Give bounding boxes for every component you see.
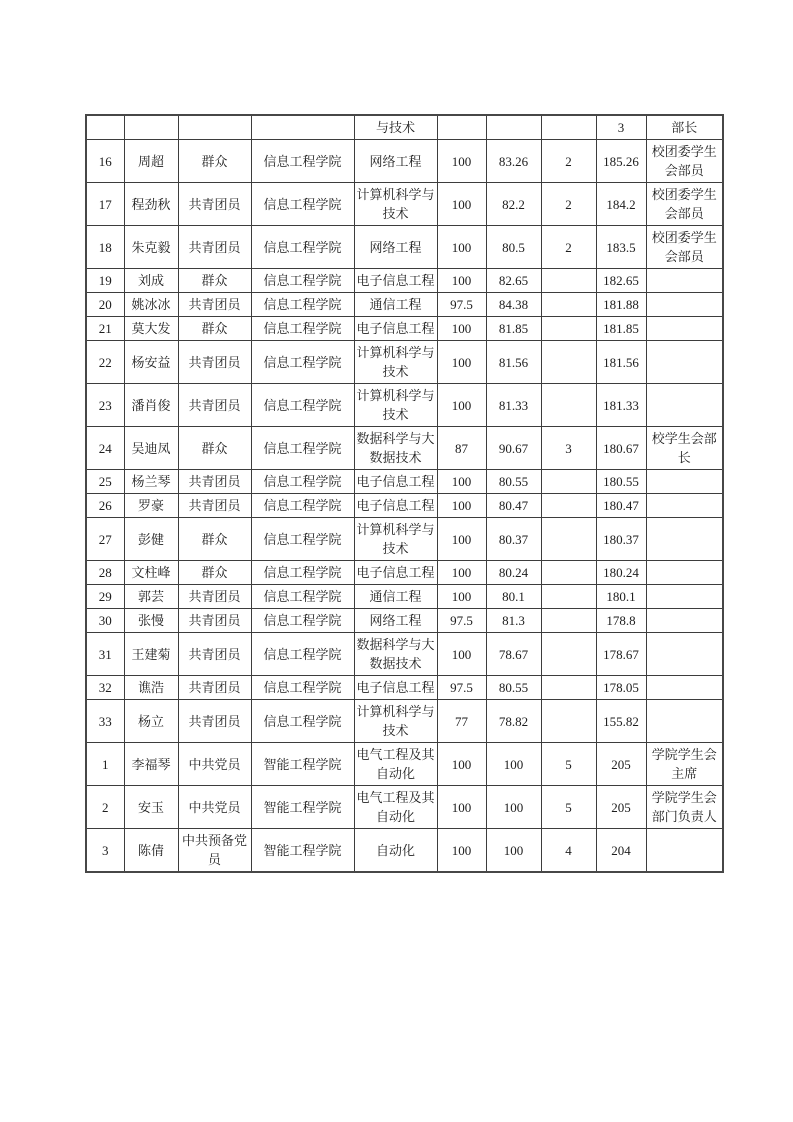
cell-remark: 校学生会部长 <box>646 427 723 470</box>
cell-name: 罗豪 <box>124 494 178 518</box>
cell-college: 信息工程学院 <box>251 518 354 561</box>
table-row <box>86 609 723 633</box>
cell-score2: 82.65 <box>486 269 541 293</box>
cell-bonus <box>541 585 596 609</box>
cell-name: 谯浩 <box>124 676 178 700</box>
cell-name: 王建菊 <box>124 633 178 676</box>
cell-score1: 97.5 <box>437 609 486 633</box>
cell-score2: 80.55 <box>486 470 541 494</box>
cell-score2: 83.26 <box>486 140 541 183</box>
cell-political: 群众 <box>178 140 251 183</box>
cell-score1: 100 <box>437 561 486 585</box>
cell-total: 180.1 <box>596 585 646 609</box>
cell-score2: 100 <box>486 829 541 873</box>
cell-college: 信息工程学院 <box>251 700 354 743</box>
cell-name: 杨兰琴 <box>124 470 178 494</box>
table-row <box>86 384 723 427</box>
cell-college: 信息工程学院 <box>251 561 354 585</box>
cell-score2: 100 <box>486 786 541 829</box>
cell-name: 彭健 <box>124 518 178 561</box>
cell-college <box>251 115 354 140</box>
cell-political: 共青团员 <box>178 585 251 609</box>
cell-num: 23 <box>86 384 124 427</box>
cell-score1: 97.5 <box>437 676 486 700</box>
cell-remark <box>646 518 723 561</box>
cell-num: 29 <box>86 585 124 609</box>
table-row <box>86 676 723 700</box>
cell-score1: 100 <box>437 829 486 873</box>
cell-major: 数据科学与大数据技术 <box>354 427 437 470</box>
cell-score2: 80.5 <box>486 226 541 269</box>
cell-score1: 100 <box>437 183 486 226</box>
cell-score2: 80.55 <box>486 676 541 700</box>
cell-major: 计算机科学与技术 <box>354 183 437 226</box>
table-row <box>86 743 723 786</box>
cell-total: 181.56 <box>596 341 646 384</box>
cell-college: 信息工程学院 <box>251 494 354 518</box>
cell-score1 <box>437 115 486 140</box>
cell-score1: 100 <box>437 140 486 183</box>
cell-bonus: 2 <box>541 226 596 269</box>
cell-name <box>124 115 178 140</box>
cell-score2: 80.24 <box>486 561 541 585</box>
cell-score1: 100 <box>437 470 486 494</box>
cell-college: 信息工程学院 <box>251 427 354 470</box>
cell-name: 朱克毅 <box>124 226 178 269</box>
cell-score1: 100 <box>437 585 486 609</box>
cell-political: 群众 <box>178 427 251 470</box>
cell-score2: 84.38 <box>486 293 541 317</box>
cell-political: 共青团员 <box>178 341 251 384</box>
cell-remark: 学院学生会主席 <box>646 743 723 786</box>
cell-score1: 100 <box>437 743 486 786</box>
cell-score2: 81.33 <box>486 384 541 427</box>
table-row <box>86 427 723 470</box>
cell-num <box>86 115 124 140</box>
cell-major: 通信工程 <box>354 293 437 317</box>
cell-score2: 82.2 <box>486 183 541 226</box>
cell-remark <box>646 341 723 384</box>
cell-remark <box>646 269 723 293</box>
cell-name: 李福琴 <box>124 743 178 786</box>
cell-num: 31 <box>86 633 124 676</box>
cell-bonus <box>541 293 596 317</box>
cell-score1: 77 <box>437 700 486 743</box>
cell-num: 32 <box>86 676 124 700</box>
table-row <box>86 317 723 341</box>
cell-remark <box>646 700 723 743</box>
cell-political: 中共党员 <box>178 786 251 829</box>
cell-score2: 90.67 <box>486 427 541 470</box>
cell-remark: 学院学生会部门负责人 <box>646 786 723 829</box>
cell-num: 26 <box>86 494 124 518</box>
cell-college: 智能工程学院 <box>251 743 354 786</box>
cell-bonus <box>541 609 596 633</box>
cell-bonus <box>541 561 596 585</box>
cell-score2: 80.1 <box>486 585 541 609</box>
cell-total: 185.26 <box>596 140 646 183</box>
cell-total: 180.55 <box>596 470 646 494</box>
roster-body <box>86 115 723 872</box>
cell-name: 陈倩 <box>124 829 178 873</box>
cell-score1: 100 <box>437 269 486 293</box>
cell-political: 群众 <box>178 561 251 585</box>
cell-name: 莫大发 <box>124 317 178 341</box>
cell-major: 与技术 <box>354 115 437 140</box>
cell-political: 共青团员 <box>178 700 251 743</box>
cell-political: 中共预备党员 <box>178 829 251 873</box>
cell-college: 信息工程学院 <box>251 585 354 609</box>
cell-total: 181.85 <box>596 317 646 341</box>
cell-major: 数据科学与大数据技术 <box>354 633 437 676</box>
cell-score1: 97.5 <box>437 293 486 317</box>
cell-num: 27 <box>86 518 124 561</box>
cell-bonus <box>541 269 596 293</box>
cell-name: 周超 <box>124 140 178 183</box>
cell-score1: 100 <box>437 226 486 269</box>
cell-name: 姚冰冰 <box>124 293 178 317</box>
cell-score2: 81.85 <box>486 317 541 341</box>
cell-score2: 80.37 <box>486 518 541 561</box>
table-row <box>86 494 723 518</box>
cell-bonus <box>541 341 596 384</box>
cell-major: 计算机科学与技术 <box>354 700 437 743</box>
cell-score2: 80.47 <box>486 494 541 518</box>
cell-remark: 校团委学生会部员 <box>646 226 723 269</box>
cell-bonus <box>541 384 596 427</box>
cell-name: 吴迪凤 <box>124 427 178 470</box>
cell-political: 群众 <box>178 269 251 293</box>
cell-total: 3 <box>596 115 646 140</box>
cell-political: 共青团员 <box>178 470 251 494</box>
cell-remark <box>646 494 723 518</box>
cell-remark <box>646 384 723 427</box>
cell-major: 计算机科学与技术 <box>354 341 437 384</box>
cell-political: 共青团员 <box>178 676 251 700</box>
cell-major: 网络工程 <box>354 226 437 269</box>
cell-remark <box>646 633 723 676</box>
cell-bonus: 4 <box>541 829 596 873</box>
cell-name: 安玉 <box>124 786 178 829</box>
cell-total: 205 <box>596 743 646 786</box>
cell-college: 信息工程学院 <box>251 341 354 384</box>
cell-political: 共青团员 <box>178 226 251 269</box>
table-row <box>86 183 723 226</box>
cell-score1: 100 <box>437 341 486 384</box>
cell-political <box>178 115 251 140</box>
table-row <box>86 633 723 676</box>
table-row <box>86 585 723 609</box>
cell-score2: 81.3 <box>486 609 541 633</box>
cell-political: 群众 <box>178 317 251 341</box>
cell-num: 22 <box>86 341 124 384</box>
cell-major: 电子信息工程 <box>354 470 437 494</box>
cell-num: 3 <box>86 829 124 873</box>
cell-remark <box>646 829 723 873</box>
cell-total: 180.67 <box>596 427 646 470</box>
cell-num: 24 <box>86 427 124 470</box>
cell-college: 信息工程学院 <box>251 183 354 226</box>
cell-score1: 87 <box>437 427 486 470</box>
table-row <box>86 829 723 873</box>
cell-total: 155.82 <box>596 700 646 743</box>
cell-major: 自动化 <box>354 829 437 873</box>
cell-remark <box>646 317 723 341</box>
cell-college: 信息工程学院 <box>251 470 354 494</box>
cell-major: 网络工程 <box>354 609 437 633</box>
cell-num: 16 <box>86 140 124 183</box>
student-roster-table <box>85 114 724 873</box>
cell-score2: 100 <box>486 743 541 786</box>
cell-score1: 100 <box>437 317 486 341</box>
cell-remark: 部长 <box>646 115 723 140</box>
cell-bonus: 2 <box>541 140 596 183</box>
cell-major: 电子信息工程 <box>354 561 437 585</box>
cell-college: 信息工程学院 <box>251 633 354 676</box>
cell-score2: 78.82 <box>486 700 541 743</box>
cell-political: 共青团员 <box>178 633 251 676</box>
cell-score1: 100 <box>437 786 486 829</box>
cell-remark <box>646 585 723 609</box>
cell-num: 1 <box>86 743 124 786</box>
cell-bonus <box>541 470 596 494</box>
cell-name: 文柱峰 <box>124 561 178 585</box>
cell-total: 204 <box>596 829 646 873</box>
cell-political: 共青团员 <box>178 183 251 226</box>
cell-major: 电子信息工程 <box>354 676 437 700</box>
cell-score1: 100 <box>437 494 486 518</box>
cell-name: 郭芸 <box>124 585 178 609</box>
cell-total: 181.88 <box>596 293 646 317</box>
cell-num: 18 <box>86 226 124 269</box>
cell-total: 184.2 <box>596 183 646 226</box>
cell-num: 33 <box>86 700 124 743</box>
cell-college: 信息工程学院 <box>251 317 354 341</box>
cell-remark: 校团委学生会部员 <box>646 140 723 183</box>
cell-num: 19 <box>86 269 124 293</box>
cell-major: 电气工程及其自动化 <box>354 786 437 829</box>
cell-remark <box>646 676 723 700</box>
cell-major: 电子信息工程 <box>354 269 437 293</box>
cell-bonus <box>541 115 596 140</box>
table-row <box>86 293 723 317</box>
cell-total: 178.67 <box>596 633 646 676</box>
cell-college: 信息工程学院 <box>251 609 354 633</box>
table-row <box>86 786 723 829</box>
cell-bonus <box>541 494 596 518</box>
cell-num: 28 <box>86 561 124 585</box>
cell-num: 17 <box>86 183 124 226</box>
cell-name: 刘成 <box>124 269 178 293</box>
table-row <box>86 140 723 183</box>
cell-college: 智能工程学院 <box>251 786 354 829</box>
table-row <box>86 341 723 384</box>
cell-total: 183.5 <box>596 226 646 269</box>
cell-name: 杨安益 <box>124 341 178 384</box>
cell-score1: 100 <box>437 518 486 561</box>
cell-major: 计算机科学与技术 <box>354 384 437 427</box>
cell-total: 178.05 <box>596 676 646 700</box>
cell-political: 共青团员 <box>178 384 251 427</box>
cell-remark <box>646 470 723 494</box>
cell-num: 21 <box>86 317 124 341</box>
cell-bonus <box>541 518 596 561</box>
cell-bonus: 2 <box>541 183 596 226</box>
cell-college: 信息工程学院 <box>251 269 354 293</box>
table-row <box>86 470 723 494</box>
cell-remark: 校团委学生会部员 <box>646 183 723 226</box>
cell-political: 共青团员 <box>178 494 251 518</box>
cell-num: 20 <box>86 293 124 317</box>
table-row <box>86 561 723 585</box>
cell-total: 180.47 <box>596 494 646 518</box>
cell-major: 电子信息工程 <box>354 317 437 341</box>
cell-college: 信息工程学院 <box>251 293 354 317</box>
cell-total: 180.24 <box>596 561 646 585</box>
table-row <box>86 226 723 269</box>
cell-college: 智能工程学院 <box>251 829 354 873</box>
cell-bonus: 3 <box>541 427 596 470</box>
cell-total: 205 <box>596 786 646 829</box>
table-row <box>86 518 723 561</box>
cell-total: 181.33 <box>596 384 646 427</box>
cell-college: 信息工程学院 <box>251 226 354 269</box>
cell-bonus <box>541 700 596 743</box>
cell-num: 2 <box>86 786 124 829</box>
cell-political: 共青团员 <box>178 609 251 633</box>
cell-bonus: 5 <box>541 743 596 786</box>
cell-name: 张慢 <box>124 609 178 633</box>
cell-bonus <box>541 633 596 676</box>
cell-political: 群众 <box>178 518 251 561</box>
cell-major: 电子信息工程 <box>354 494 437 518</box>
cell-major: 网络工程 <box>354 140 437 183</box>
cell-major: 计算机科学与技术 <box>354 518 437 561</box>
cell-score2: 78.67 <box>486 633 541 676</box>
cell-total: 182.65 <box>596 269 646 293</box>
cell-total: 178.8 <box>596 609 646 633</box>
cell-bonus <box>541 317 596 341</box>
cell-name: 潘肖俊 <box>124 384 178 427</box>
cell-total: 180.37 <box>596 518 646 561</box>
cell-num: 30 <box>86 609 124 633</box>
cell-college: 信息工程学院 <box>251 384 354 427</box>
table-row <box>86 269 723 293</box>
cell-college: 信息工程学院 <box>251 676 354 700</box>
cell-score1: 100 <box>437 384 486 427</box>
cell-score2 <box>486 115 541 140</box>
cell-political: 中共党员 <box>178 743 251 786</box>
cell-major: 电气工程及其自动化 <box>354 743 437 786</box>
cell-name: 杨立 <box>124 700 178 743</box>
cell-remark <box>646 561 723 585</box>
cell-score2: 81.56 <box>486 341 541 384</box>
table-row <box>86 700 723 743</box>
cell-bonus: 5 <box>541 786 596 829</box>
cell-remark <box>646 293 723 317</box>
cell-remark <box>646 609 723 633</box>
cell-college: 信息工程学院 <box>251 140 354 183</box>
cell-bonus <box>541 676 596 700</box>
cell-score1: 100 <box>437 633 486 676</box>
cell-num: 25 <box>86 470 124 494</box>
table-row <box>86 115 723 140</box>
cell-name: 程劲秋 <box>124 183 178 226</box>
cell-major: 通信工程 <box>354 585 437 609</box>
cell-political: 共青团员 <box>178 293 251 317</box>
